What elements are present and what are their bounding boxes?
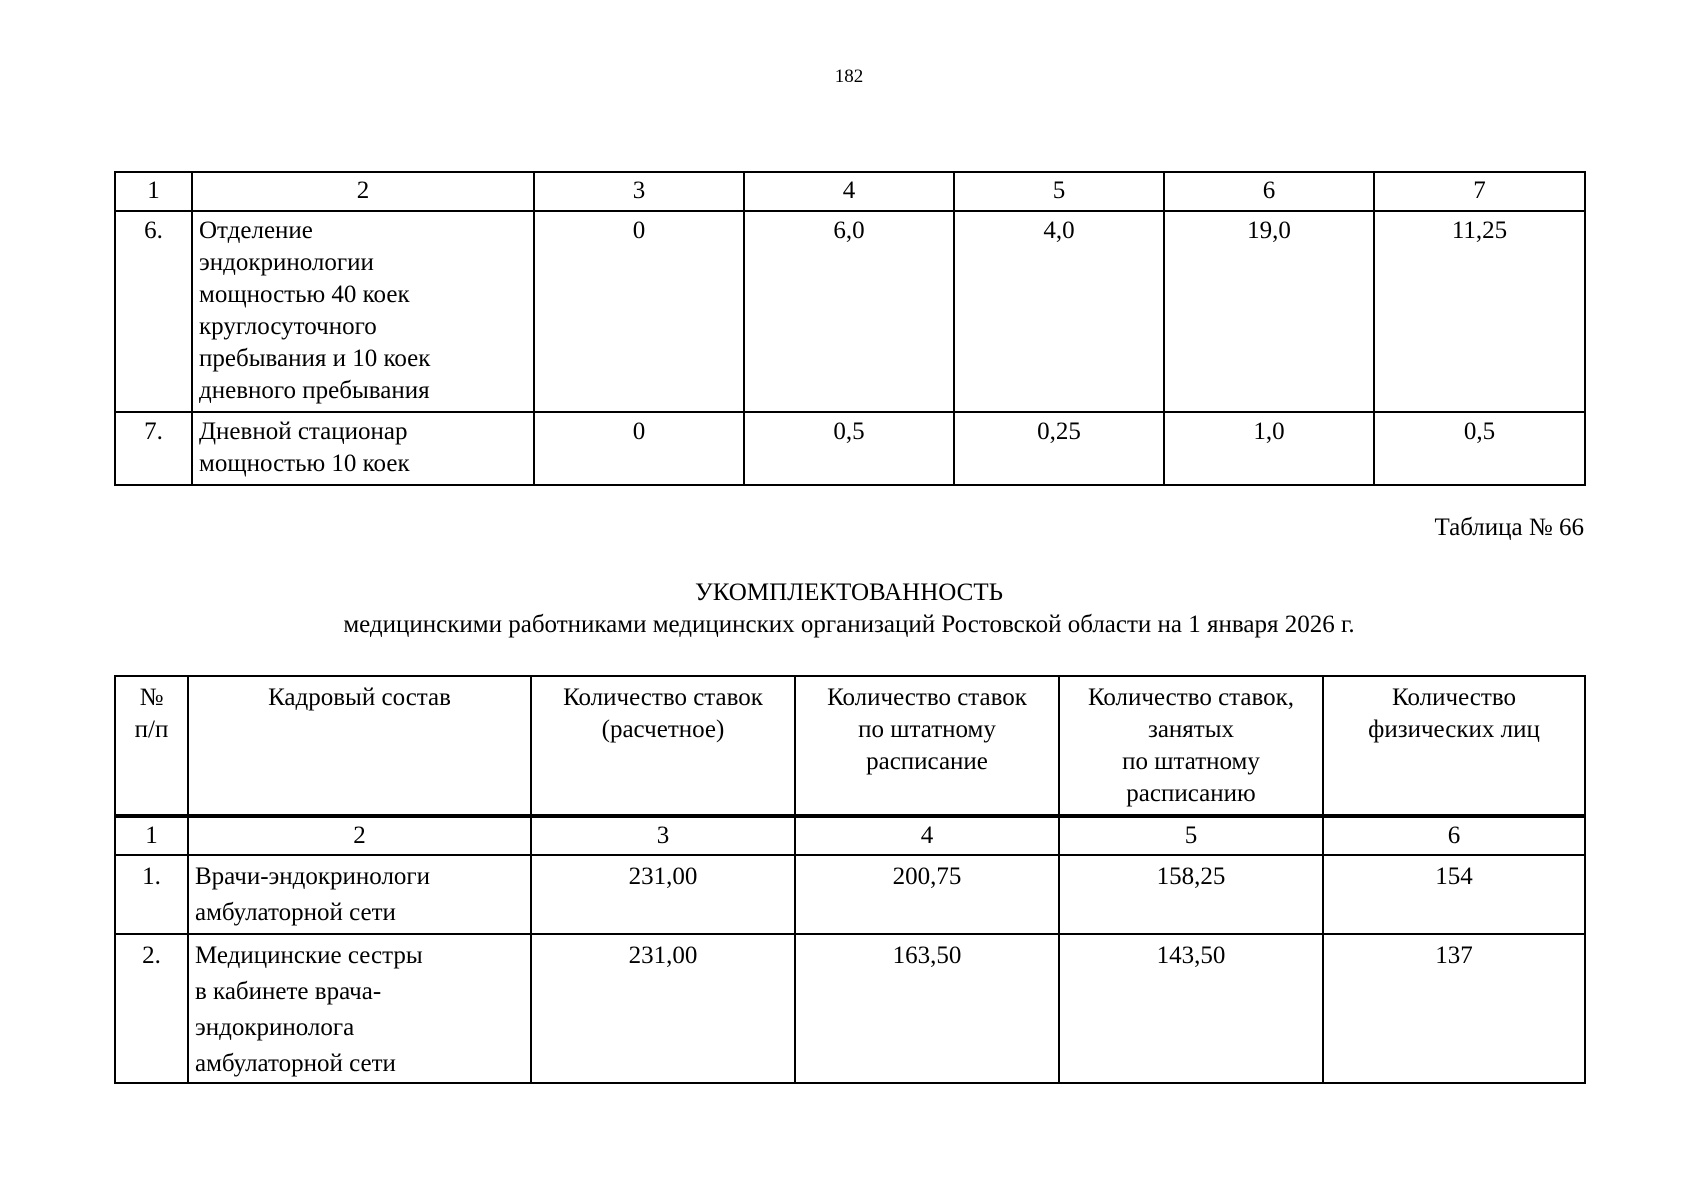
header-line: расписание [866, 748, 988, 775]
header-line: (расчетное) [601, 716, 725, 743]
name-line: круглосуточного [199, 313, 377, 340]
value-cell: 137 [1323, 934, 1585, 1083]
table-row [115, 934, 1585, 1083]
name-line: мощностью 40 коек [199, 281, 410, 308]
row-number: 2. [115, 934, 188, 1083]
column-number: 2 [188, 816, 531, 855]
column-number: 3 [531, 816, 795, 855]
column-header [115, 676, 188, 816]
name-line: Врачи-эндокринологи [195, 863, 431, 890]
staff-category [188, 855, 531, 934]
column-number: 2 [192, 172, 534, 211]
header-line: Количество ставок [827, 684, 1027, 711]
value-cell: 158,25 [1059, 855, 1323, 934]
table-row [115, 412, 1585, 485]
page-number: 182 [834, 66, 864, 87]
value-cell: 154 [1323, 855, 1585, 934]
header-line: п/п [134, 716, 169, 743]
value-cell: 1,0 [1164, 412, 1374, 485]
value-cell: 231,00 [531, 934, 795, 1083]
header-line: физических лиц [1368, 716, 1540, 743]
table-row [115, 211, 1585, 412]
header-row [115, 676, 1585, 816]
column-number: 5 [1059, 816, 1323, 855]
row-number: 1. [115, 855, 188, 934]
column-number: 4 [744, 172, 954, 211]
department-name [192, 412, 534, 485]
column-number: 6 [1164, 172, 1374, 211]
value-cell: 19,0 [1164, 211, 1374, 412]
name-line: пребывания и 10 коек [199, 345, 431, 372]
name-line: Отделение [199, 217, 313, 244]
name-line: эндокринолога [195, 1014, 355, 1041]
department-name [192, 211, 534, 412]
value-cell: 6,0 [744, 211, 954, 412]
value-cell: 163,50 [795, 934, 1059, 1083]
column-number-row [115, 816, 1585, 855]
column-number: 6 [1323, 816, 1585, 855]
staff-category [188, 934, 531, 1083]
column-number: 5 [954, 172, 1164, 211]
header-line: занятых [1147, 716, 1235, 743]
row-number: 7. [115, 412, 192, 485]
table-label: Таблица № 66 [1434, 514, 1584, 541]
column-header [1059, 676, 1323, 816]
column-number-row [115, 172, 1585, 211]
header-line: Количество ставок [563, 684, 763, 711]
value-cell: 0 [534, 412, 744, 485]
column-header [188, 676, 531, 816]
column-number: 4 [795, 816, 1059, 855]
value-cell: 200,75 [795, 855, 1059, 934]
column-number: 1 [115, 172, 192, 211]
row-number: 6. [115, 211, 192, 412]
document-title: УКОМПЛЕКТОВАННОСТЬ [695, 579, 1003, 606]
column-number: 7 [1374, 172, 1585, 211]
column-number: 1 [115, 816, 188, 855]
document-subtitle: медицинскими работниками медицинских организаций Ростовской области на 1 января 2026 г. [343, 611, 1355, 638]
header-line: Количество [1392, 684, 1516, 711]
header-line: по штатному [858, 716, 996, 743]
column-header [795, 676, 1059, 816]
staffing-table [114, 675, 1586, 1084]
value-cell: 0,25 [954, 412, 1164, 485]
name-line: амбулаторной сети [195, 899, 396, 926]
header-line: расписанию [1126, 780, 1256, 807]
column-number: 3 [534, 172, 744, 211]
value-cell: 143,50 [1059, 934, 1323, 1083]
value-cell: 0,5 [1374, 412, 1585, 485]
value-cell: 231,00 [531, 855, 795, 934]
continuation-table [114, 171, 1586, 486]
value-cell: 0 [534, 211, 744, 412]
name-line: амбулаторной сети [195, 1050, 396, 1077]
name-line: в кабинете врача- [195, 978, 382, 1005]
header-line: Количество ставок, [1087, 684, 1295, 711]
column-header [1323, 676, 1585, 816]
name-line: эндокринологии [199, 249, 374, 276]
column-header [531, 676, 795, 816]
header-line: по штатному [1122, 748, 1260, 775]
name-line: Дневной стационар [199, 418, 408, 445]
name-line: Медицинские сестры [195, 942, 423, 969]
name-line: дневного пребывания [199, 377, 430, 404]
value-cell: 11,25 [1374, 211, 1585, 412]
header-line: Кадровый состав [268, 684, 451, 711]
title-block [0, 577, 1698, 641]
value-cell: 0,5 [744, 412, 954, 485]
name-line: мощностью 10 коек [199, 450, 410, 477]
header-line: № [139, 684, 164, 711]
table-row [115, 855, 1585, 934]
value-cell: 4,0 [954, 211, 1164, 412]
